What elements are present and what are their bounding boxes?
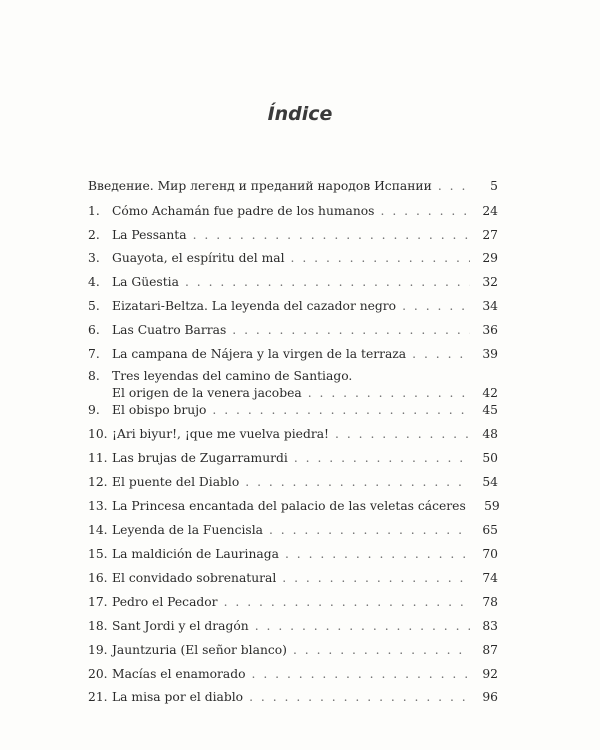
dot-leader [438, 178, 470, 195]
dot-leader [294, 450, 470, 467]
toc-entry-number: 6. [88, 323, 100, 337]
toc-entry-title: Tres leyendas del camino de Santiago. [112, 369, 353, 383]
toc-entry-number: 3. [88, 251, 100, 265]
toc-entry[interactable] [88, 594, 498, 611]
toc-entry-title: La misa por el diablo [112, 690, 244, 704]
toc-entry-title: Guayota, el espíritu del mal [112, 251, 285, 265]
toc-entry-page: 78 [482, 595, 498, 609]
toc-entry-page: 34 [482, 299, 498, 313]
dot-leader [212, 402, 470, 419]
dot-leader [245, 474, 470, 491]
toc-entry[interactable] [88, 178, 498, 195]
toc-entry-page: 29 [482, 251, 498, 265]
toc-entry-page: 45 [482, 403, 498, 417]
toc-entry[interactable] [88, 570, 498, 587]
dot-leader [381, 203, 471, 220]
toc-entry-title: ¡Ari biyur!, ¡que me vuelva piedra! [112, 427, 329, 441]
toc-entry-number: 9. [88, 403, 100, 417]
toc-entry-number: 5. [88, 299, 100, 313]
toc-entry-page: 54 [482, 475, 498, 489]
toc-entry-number: 13. [88, 499, 108, 513]
toc-entry-number: 18. [88, 619, 108, 633]
toc-entry[interactable] [88, 227, 498, 244]
toc-entry-title: Eizatari-Beltza. La leyenda del cazador negro [112, 299, 397, 313]
toc-entry-number: 7. [88, 347, 100, 361]
dot-leader [249, 689, 470, 706]
dot-leader [412, 346, 470, 363]
toc-entry-page: 50 [482, 451, 498, 465]
toc-entry-title: Sant Jordi y el dragón [112, 619, 249, 633]
dot-leader [232, 322, 470, 339]
toc-entry-number: 21. [88, 690, 108, 704]
toc-entry-page: 32 [482, 275, 498, 289]
dot-leader [224, 594, 470, 611]
toc-entry-number: 16. [88, 571, 108, 585]
toc-entry[interactable] [88, 322, 498, 339]
dot-leader [402, 298, 470, 315]
toc-entry[interactable] [88, 368, 498, 402]
toc-entry-title: La Güestia [112, 275, 179, 289]
toc-entry-page: 48 [482, 427, 498, 441]
toc-entry-number: 8. [88, 369, 100, 383]
toc-entry[interactable] [88, 689, 498, 706]
toc-entry-page: 96 [482, 690, 498, 704]
toc-entry-title: La Princesa encantada del palacio de las veletas cáceres [112, 499, 466, 513]
toc-entry[interactable] [88, 203, 498, 220]
toc-entry-page: 5 [490, 179, 498, 193]
toc-entry-page: 83 [482, 619, 498, 633]
toc-entry[interactable] [88, 546, 498, 563]
toc-entry-page: 42 [482, 386, 498, 400]
toc-entry-title: La maldición de Laurinaga [112, 547, 279, 561]
dot-leader [335, 426, 470, 443]
toc-entry[interactable] [88, 426, 498, 443]
toc-entry[interactable] [88, 450, 498, 467]
toc-entry-number: 19. [88, 643, 108, 657]
toc-entry-page: 70 [482, 547, 498, 561]
dot-leader [252, 666, 471, 683]
dot-leader [185, 274, 470, 291]
toc-entry-number: 11. [88, 451, 108, 465]
toc-entry[interactable] [88, 298, 498, 315]
toc-entry-title: El origen de la venera jacobea [112, 386, 302, 400]
toc-entry[interactable] [88, 250, 498, 267]
toc-entry[interactable] [88, 274, 498, 291]
toc-entry-title: Las brujas de Zugarramurdi [112, 451, 288, 465]
dot-leader [308, 385, 470, 402]
toc-entry-page: 27 [482, 228, 498, 242]
toc-entry-page: 65 [482, 523, 498, 537]
toc-entry-page: 92 [482, 667, 498, 681]
toc-entry-title: Macías el enamorado [112, 667, 246, 681]
toc-entry[interactable] [88, 346, 498, 363]
toc-entry-page: 24 [482, 204, 498, 218]
dot-leader [282, 570, 470, 587]
toc-entry-page: 39 [482, 347, 498, 361]
toc-entry-title: Leyenda de la Fuencisla [112, 523, 263, 537]
toc-entry-title: Cómo Achamán fue padre de los humanos [112, 204, 375, 218]
toc-entry[interactable] [88, 618, 498, 635]
dot-leader [193, 227, 470, 244]
toc-entry-page: 36 [482, 323, 498, 337]
toc-entry-number: 15. [88, 547, 108, 561]
toc-entry-title: Las Cuatro Barras [112, 323, 227, 337]
toc-entry[interactable] [88, 642, 498, 659]
toc-entry-number: 17. [88, 595, 108, 609]
toc-entry-title: Jauntzuria (El señor blanco) [112, 643, 287, 657]
toc-entry-title: Введение. Мир легенд и преданий народов Испании [88, 179, 432, 193]
toc-entry[interactable] [88, 402, 498, 419]
toc-entry-number: 4. [88, 275, 100, 289]
toc-entry-number: 10. [88, 427, 108, 441]
toc-entry-page: 87 [482, 643, 498, 657]
dot-leader [291, 250, 470, 267]
toc-entry-number: 1. [88, 204, 100, 218]
dot-leader [293, 642, 470, 659]
toc-entry-number: 14. [88, 523, 108, 537]
dot-leader [269, 522, 470, 539]
toc-entry-number: 2. [88, 228, 100, 242]
dot-leader [285, 546, 470, 563]
toc-entry-title: El puente del Diablo [112, 475, 240, 489]
toc-entry-title: Pedro el Pecador [112, 595, 218, 609]
toc-entry-title: La Pessanta [112, 228, 187, 242]
dot-leader [255, 618, 470, 635]
toc-entry[interactable] [88, 522, 498, 539]
toc-entry-number: 20. [88, 667, 108, 681]
toc-entry[interactable] [88, 666, 498, 683]
toc-entry[interactable] [88, 474, 498, 491]
toc-entry-title: La campana de Nájera y la virgen de la terraza [112, 347, 407, 361]
toc-entry-title: El obispo brujo [112, 403, 207, 417]
toc-entry-page: 74 [482, 571, 498, 585]
toc-entry-title: El convidado sobrenatural [112, 571, 277, 585]
toc-entry[interactable] [88, 498, 498, 515]
toc-entry-number: 12. [88, 475, 108, 489]
toc-entry-page: 59 [484, 499, 500, 513]
page-title: Índice [267, 103, 333, 125]
